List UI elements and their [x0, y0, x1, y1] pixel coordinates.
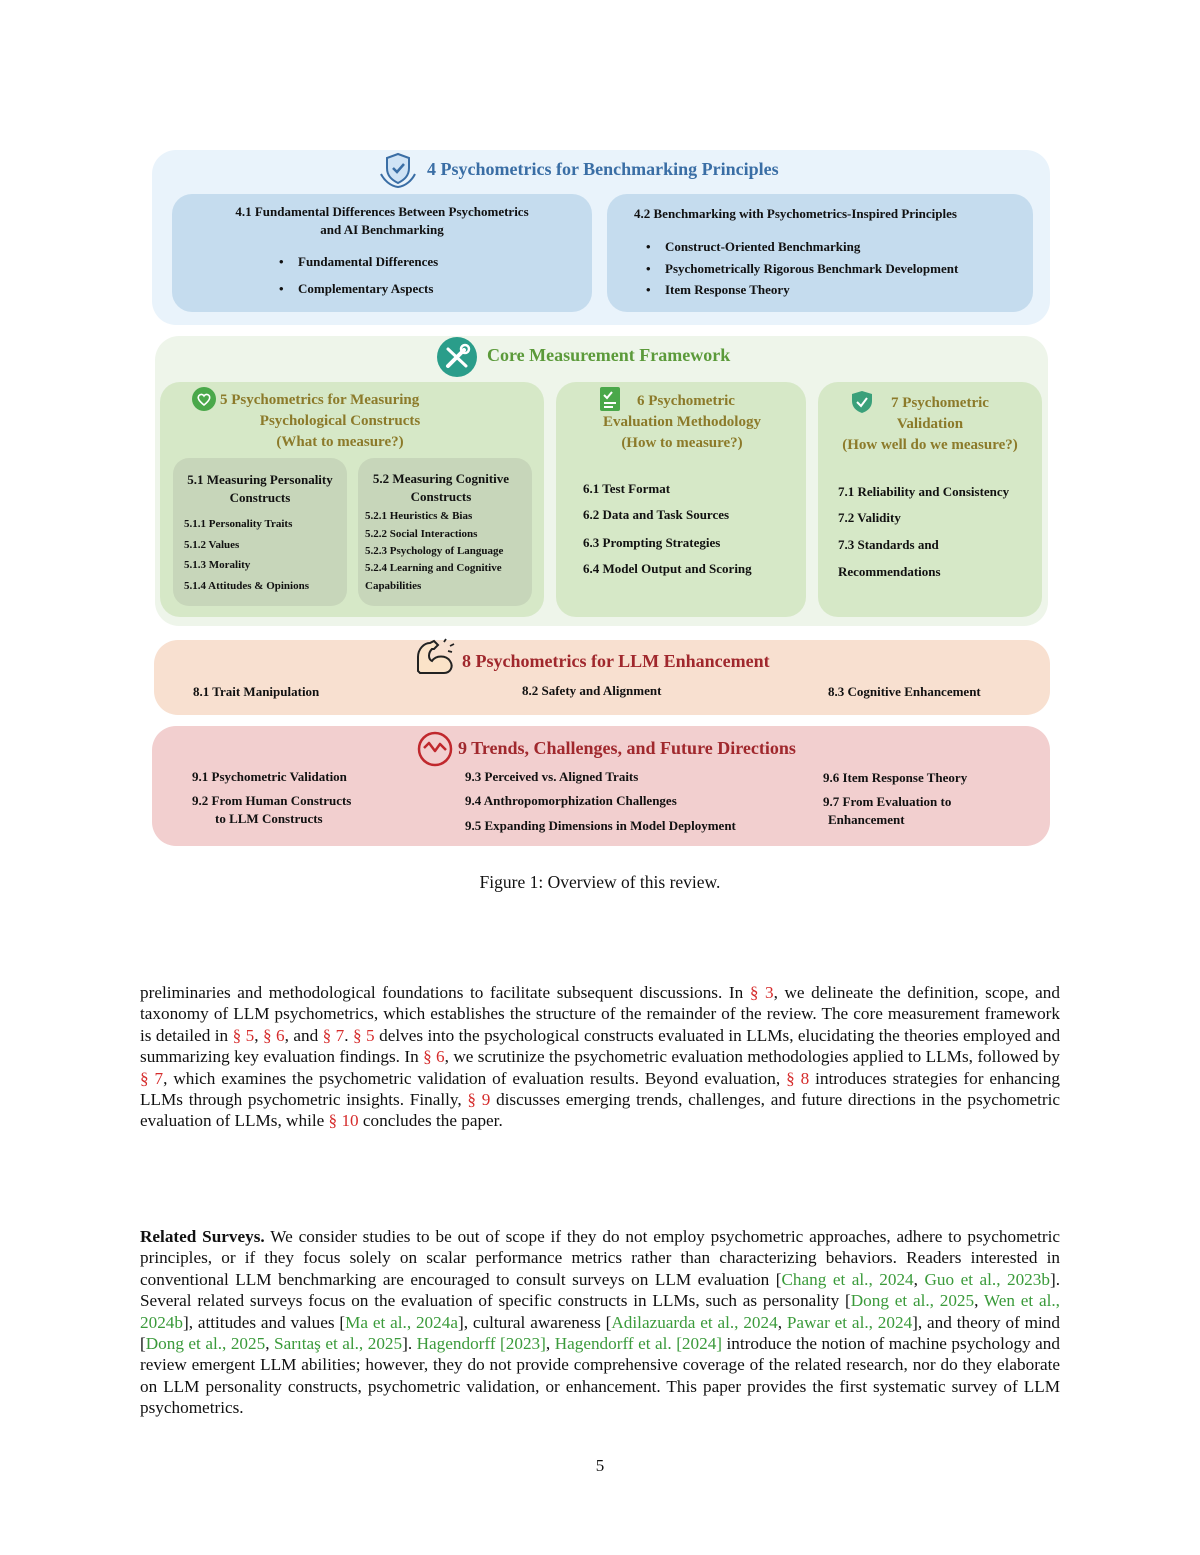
section-ref-link[interactable]: § 6: [423, 1047, 445, 1067]
citation-link[interactable]: Dong et al., 2025: [145, 1334, 266, 1354]
card-4-1-title-line2: and AI Benchmarking: [320, 222, 444, 237]
subcard-5-2-item: 5.2.3 Psychology of Language: [365, 545, 504, 557]
section-8-item: 8.2 Safety and Alignment: [522, 683, 662, 698]
card-4-2-title: 4.2 Benchmarking with Psychometrics-Inspired Principles: [634, 206, 957, 221]
section-8-item: 8.3 Cognitive Enhancement: [828, 684, 981, 699]
card-5-title-line2: Psychological Constructs: [259, 413, 421, 429]
text: preliminaries and methodological foundations to facilitate subsequent discussions. In: [140, 983, 750, 1002]
text: We consider studies to be out of scope if they do not employ psychometric approaches, adhere to psychometric principles, or if they focus solely on scalar performance metrics rather than characterizing behaviors. Readers interested in conventional LLM benchmarking are encouraged to consult surveys on LLM evaluation [: [140, 1227, 1060, 1289]
text: ].: [402, 1334, 417, 1354]
citation-link[interactable]: Ma et al., 2024a: [345, 1312, 458, 1332]
card-5-title-line1: 5 Psychometrics for Measuring: [220, 392, 420, 408]
text: ,: [777, 1312, 787, 1332]
card-7-item: 7.1 Reliability and Consistency: [838, 484, 1010, 499]
shield-hands-icon: [378, 150, 418, 190]
text: .: [344, 1025, 354, 1045]
card-6-title-line3: (How to measure?): [621, 435, 743, 451]
card-4-2-item: • Item Response Theory: [665, 282, 790, 298]
card-6-item: 6.4 Model Output and Scoring: [583, 561, 752, 576]
card-4-2-item: • Construct-Oriented Benchmarking: [665, 239, 860, 255]
card-4-1-item: • Complementary Aspects: [298, 281, 433, 297]
text: , we scrutinize the psychometric evaluation methodologies applied to LLMs, followed by: [444, 1047, 1060, 1067]
figure-caption: Figure 1: Overview of this review.: [479, 872, 721, 892]
card-6-item: 6.2 Data and Task Sources: [583, 507, 730, 522]
section-8-item: 8.1 Trait Manipulation: [193, 684, 320, 699]
text: concludes the paper.: [358, 1111, 503, 1131]
text: introduces strategies for enhancing LLMs through psychometric insights. Finally,: [140, 1068, 1060, 1110]
card-5-title: [220, 390, 460, 453]
section-9-title: 9 Trends, Challenges, and Future Directions: [458, 738, 796, 758]
subcard-5-2-item: 5.2.1 Heuristics & Bias: [365, 510, 473, 522]
section-ref-link[interactable]: § 5: [353, 1025, 375, 1045]
card-6-item: 6.3 Prompting Strategies: [583, 535, 721, 550]
citation-link[interactable]: Adilazuarda et al., 2024: [611, 1312, 778, 1332]
subcard-5-2-item: 5.2.2 Social Interactions: [365, 528, 478, 540]
card-7-item: 7.3 Standards and: [838, 537, 939, 552]
section-9-item: to LLM Constructs: [215, 811, 323, 826]
section-ref-link[interactable]: § 7: [322, 1025, 345, 1045]
section-9-item: 9.5 Expanding Dimensions in Model Deployment: [465, 818, 736, 833]
section-9-item: 9.4 Anthropomorphization Challenges: [465, 793, 677, 808]
text: introduce the notion of machine psychology and review emergent LLM abilities; however, they do not provide comprehensive coverage of the related research, nor do they elaborate on LLM personality constructs, psychometric validation, or enhancement. This paper provides the first systematic survey of LLM psychometrics.: [140, 1334, 1060, 1418]
citation-link[interactable]: Hagendorff et al. [2024]: [554, 1334, 723, 1354]
subcard-5-1-item: 5.1.1 Personality Traits: [184, 518, 293, 530]
card-7-title-line1: 7 Psychometric: [891, 395, 989, 411]
paragraph-overview: [140, 982, 1060, 1132]
section-ref-link[interactable]: § 10: [328, 1111, 359, 1131]
tools-icon: [436, 336, 478, 378]
subcard-5-1-title-line2: Constructs: [229, 490, 291, 505]
section-ref-link[interactable]: § 6: [262, 1025, 285, 1045]
text: discusses emerging trends, challenges, and future directions in the psychometric evaluation of LLMs, while: [140, 1090, 1061, 1131]
card-7-item: Recommendations: [838, 564, 941, 579]
citation-link[interactable]: Sarıtaş et al., 2025: [274, 1334, 403, 1354]
subcard-5-1-title-line1: 5.1 Measuring Personality: [187, 472, 333, 487]
text: ,: [974, 1291, 984, 1311]
text: ], and theory of mind [: [140, 1312, 1060, 1354]
card-4-1-title: [172, 203, 592, 239]
section-ref-link[interactable]: § 5: [232, 1025, 255, 1045]
page-number: 5: [595, 1456, 605, 1475]
subcard-5-1-title: [173, 471, 347, 507]
text: ,: [254, 1025, 263, 1045]
subcard-5-1-item: 5.1.4 Attitudes & Opinions: [184, 580, 309, 592]
section-ref-link[interactable]: § 9: [467, 1090, 491, 1110]
subcard-5-2-title: [358, 470, 524, 506]
section-ref-link[interactable]: § 7: [140, 1068, 164, 1088]
text: , and: [284, 1025, 323, 1045]
card-7-title: [818, 393, 1042, 456]
section-9-item: Enhancement: [828, 812, 905, 827]
subcard-5-2-title-line1: 5.2 Measuring Cognitive: [372, 471, 510, 486]
citation-link[interactable]: Wen et al., 2024b: [140, 1291, 1060, 1332]
card-6-title-line1: 6 Psychometric: [637, 393, 735, 409]
card-6-title-line2: Evaluation Methodology: [603, 414, 761, 430]
card-5-title-line3: (What to measure?): [276, 434, 404, 450]
section-ref-link[interactable]: § 3: [749, 983, 774, 1002]
subcard-5-2-item: Capabilities: [365, 580, 422, 592]
text: , which examines the psychometric validation of evaluation results. Beyond evaluation,: [163, 1068, 787, 1088]
subcard-5-2-title-line2: Constructs: [410, 489, 472, 504]
card-4-1-title-line1: 4.1 Fundamental Differences Between Psychometrics: [235, 204, 529, 219]
text: delves into the psychological constructs evaluated in LLMs, elucidating the theories employed and summarizing key evaluation findings. In: [140, 1025, 1061, 1067]
citation-link[interactable]: Chang et al., 2024: [781, 1269, 914, 1289]
text: ,: [913, 1269, 925, 1289]
text: ,: [265, 1334, 275, 1354]
card-7-title-line3: (How well do we measure?): [842, 437, 1018, 453]
subcard-5-1-item: 5.1.3 Morality: [184, 559, 251, 571]
section-4-title: 4 Psychometrics for Benchmarking Principles: [427, 159, 779, 179]
text: ,: [545, 1334, 555, 1354]
card-6-title: [560, 391, 804, 454]
section-8-title: 8 Psychometrics for LLM Enhancement: [462, 651, 770, 671]
citation-link[interactable]: Dong et al., 2025: [850, 1291, 975, 1311]
card-4-2-item: • Psychometrically Rigorous Benchmark Development: [665, 261, 958, 277]
section-9-item: 9.2 From Human Constructs: [192, 793, 352, 808]
citation-link[interactable]: Hagendorff [2023]: [416, 1334, 546, 1354]
section-9-item: 9.7 From Evaluation to: [823, 794, 952, 809]
section-9-item: 9.3 Perceived vs. Aligned Traits: [465, 769, 639, 784]
text: , we delineate the definition, scope, and taxonomy of LLM psychometrics, which establishes the structure of the remainder of the review. The core measurement framework is detailed in: [140, 983, 1060, 1045]
text: ], cultural awareness [: [457, 1312, 612, 1332]
core-framework-title: Core Measurement Framework: [487, 345, 731, 365]
paragraph-related-surveys: [140, 1226, 1060, 1419]
subcard-5-1-item: 5.1.2 Values: [184, 539, 240, 551]
heart-icon: [191, 386, 217, 412]
trend-wave-icon: [417, 731, 453, 767]
section-9-item: 9.6 Item Response Theory: [823, 770, 968, 785]
card-4-1-item: • Fundamental Differences: [298, 254, 438, 270]
text: ]. Several related surveys focus on the evaluation of specific constructs in LLMs, such as personality [: [140, 1269, 1060, 1311]
card-7-title-line2: Validation: [896, 416, 964, 432]
related-surveys-heading: Related Surveys.: [140, 1227, 265, 1246]
section-9-item: 9.1 Psychometric Validation: [192, 769, 347, 784]
card-6-item: 6.1 Test Format: [583, 481, 671, 496]
flexed-arm-icon: [414, 637, 458, 677]
subcard-5-2-item: 5.2.4 Learning and Cognitive: [365, 562, 502, 574]
citation-link[interactable]: Guo et al., 2023b: [924, 1269, 1050, 1289]
section-ref-link[interactable]: § 8: [786, 1068, 810, 1088]
text: ], attitudes and values [: [182, 1312, 346, 1332]
citation-link[interactable]: Pawar et al., 2024: [786, 1312, 913, 1332]
card-7-item: 7.2 Validity: [838, 510, 901, 525]
